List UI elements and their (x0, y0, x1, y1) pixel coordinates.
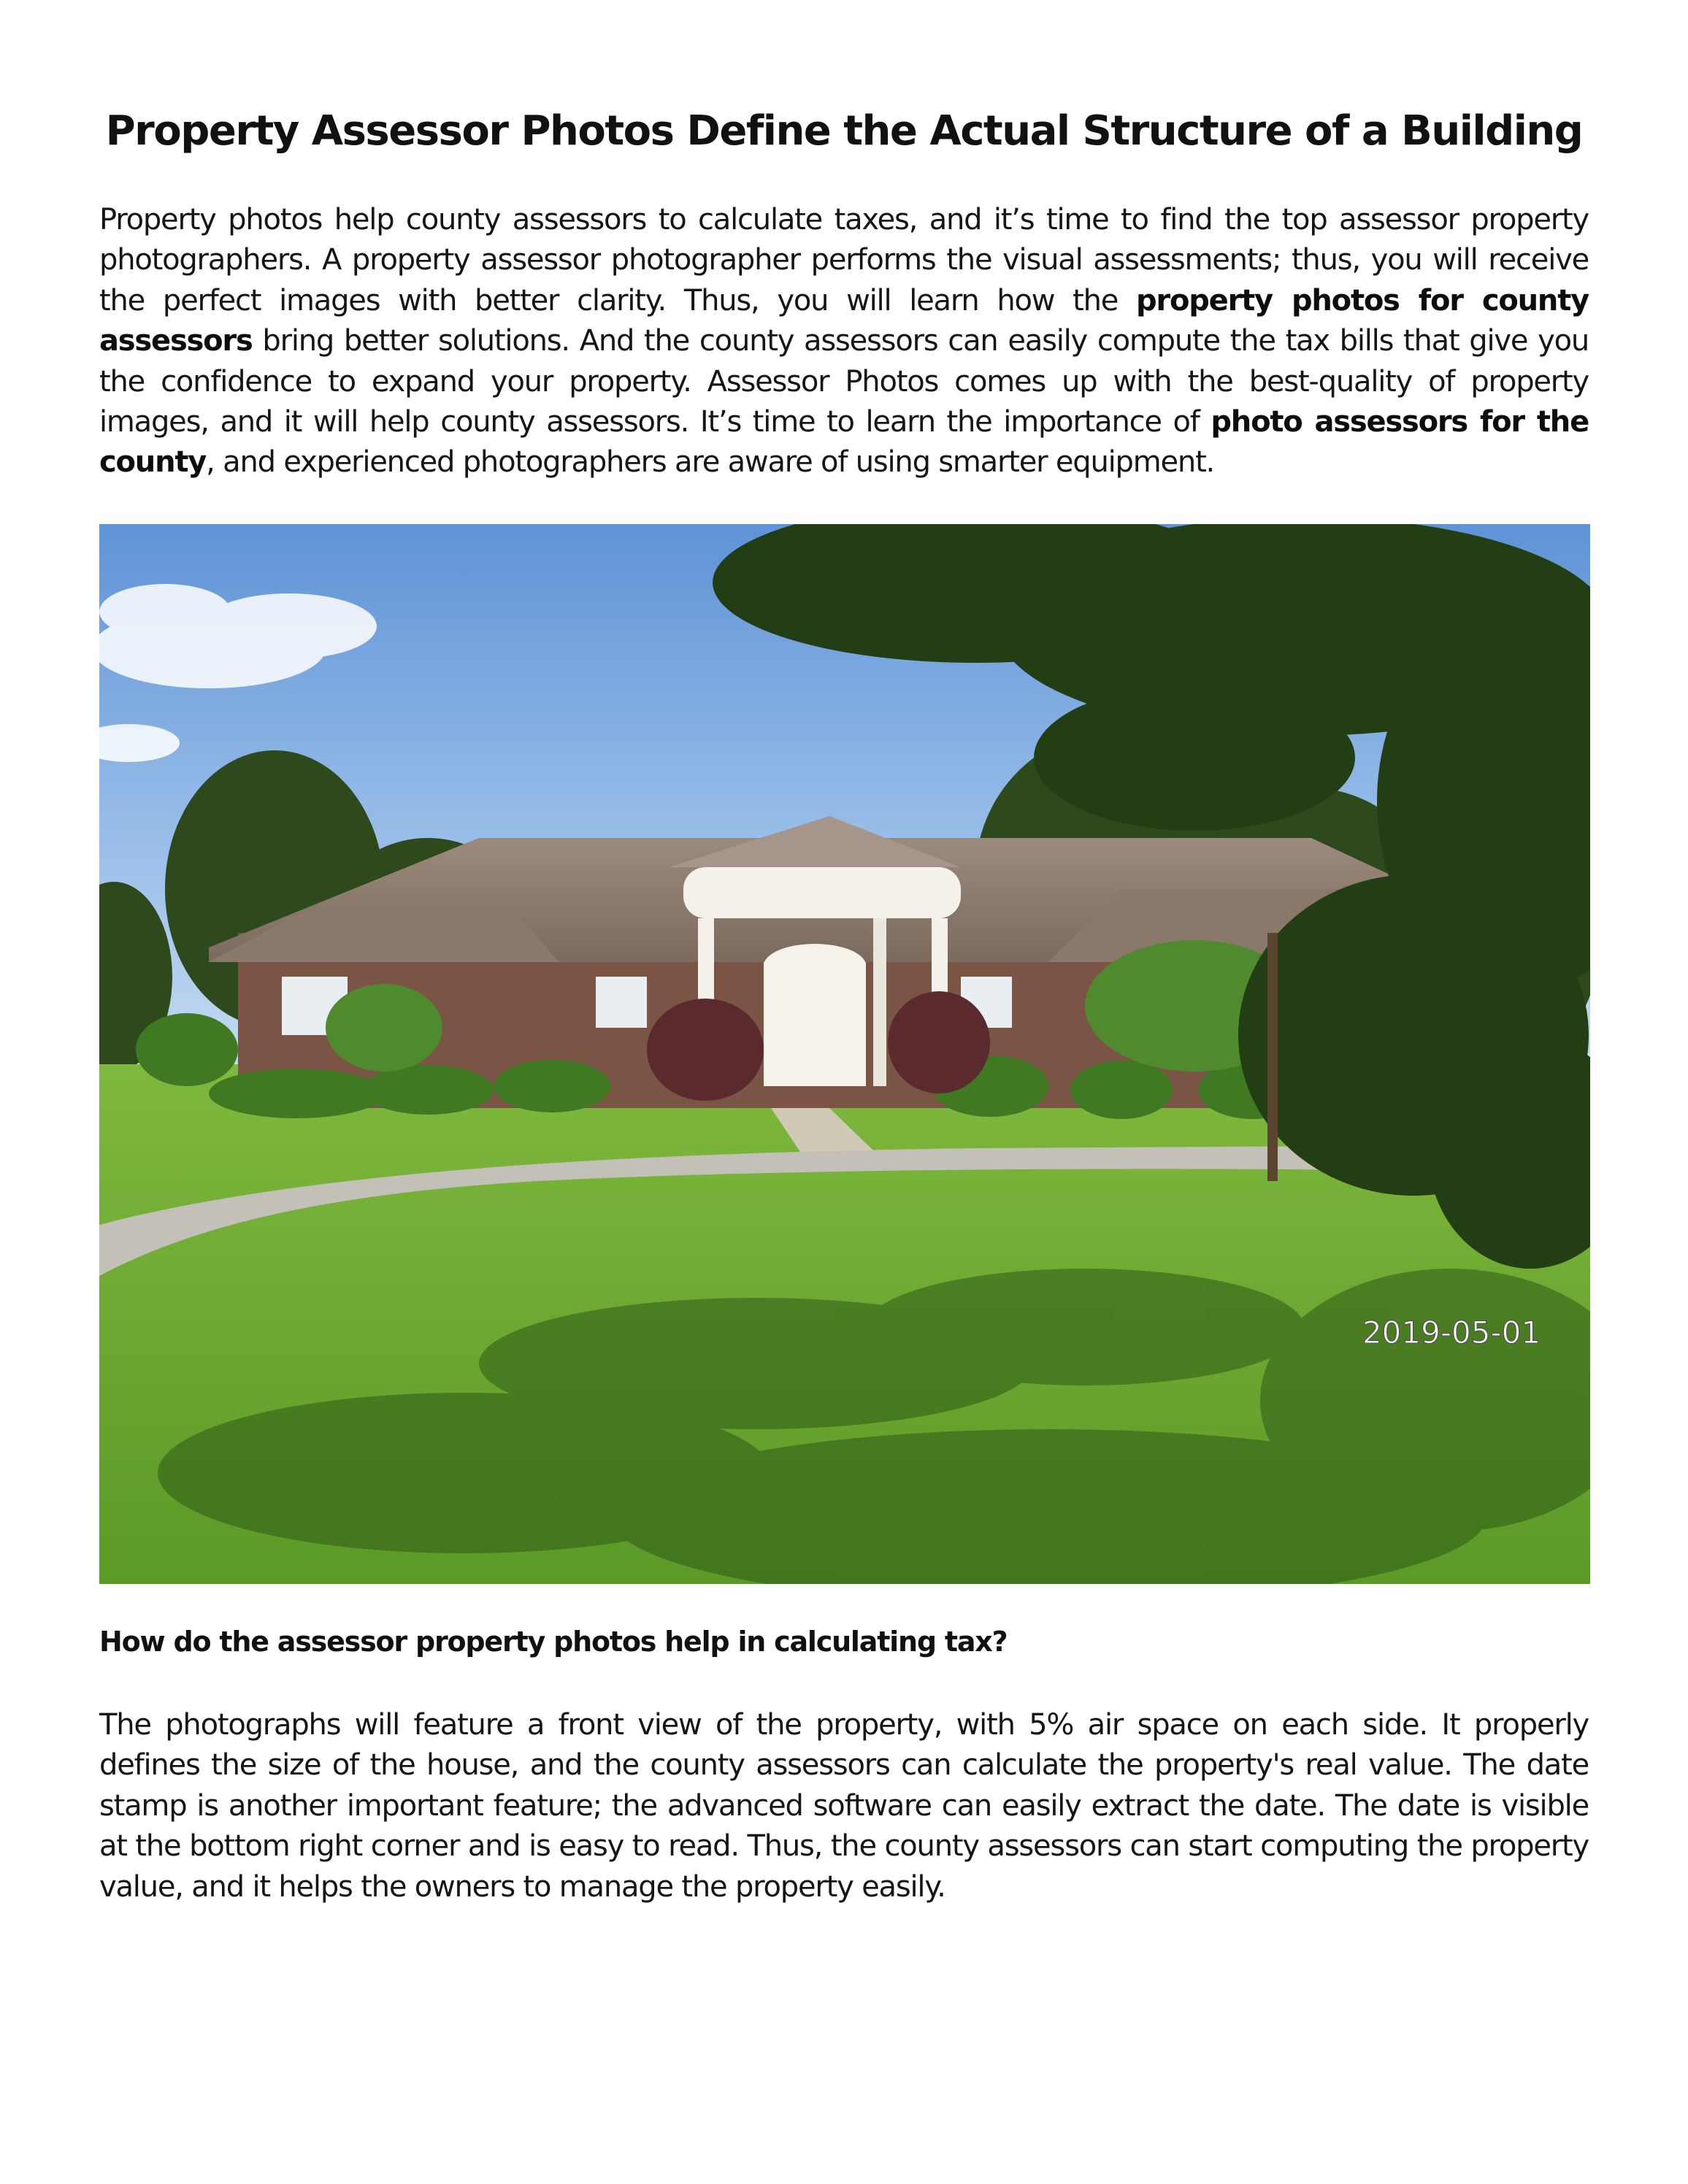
intro-bold-phrase-1: property photos for county assessors (99, 283, 1589, 358)
portico-cupola (683, 867, 961, 918)
tree-trunk (1267, 933, 1278, 1181)
door-arch (764, 944, 866, 988)
intro-text-2: bring better solutions. And the county assessors can easily compute the tax bills that give you the confidence to expand your property. Assessor Photos comes up with the best-quality of property images, and it will help county assessors. It’s time to learn the importance of (99, 324, 1589, 439)
window (596, 977, 647, 1028)
intro-text-3: , and experienced photographers are aware of using smarter equipment. (206, 445, 1215, 480)
page-title: Property Assessor Photos Define the Actual Structure of a Building (105, 107, 1583, 155)
intro-text-1: Property photos help county assessors to calculate taxes, and it’s time to find the top assessor property photographers. A property assessor photographer performs the visual assessments; thus, you will receive the perfect images with better clarity. Thus, you will learn how the (99, 203, 1589, 318)
property-photo (99, 524, 1590, 1584)
intro-bold-phrase-2: photo assessors for the county (99, 405, 1589, 480)
section-paragraph: The photographs will feature a front view of the property, with 5% air space on each side. It properly defines the size of the house, and the county assessors can calculate the property's real value. The date stamp is another important feature; the advanced software can easily extract the date. The date is visible at the bottom right corner and is easy to read. Thus, the county assessors can start computing the property value, and it helps the owners to manage the property easily. (99, 1708, 1589, 1904)
intro-paragraph (99, 200, 1589, 483)
column (873, 918, 886, 1086)
property-photo-illustration (99, 524, 1590, 1584)
photo-date-stamp: 2019-05-01 (1362, 1315, 1541, 1350)
section-heading: How do the assessor property photos help in calculating tax? (99, 1626, 1008, 1658)
